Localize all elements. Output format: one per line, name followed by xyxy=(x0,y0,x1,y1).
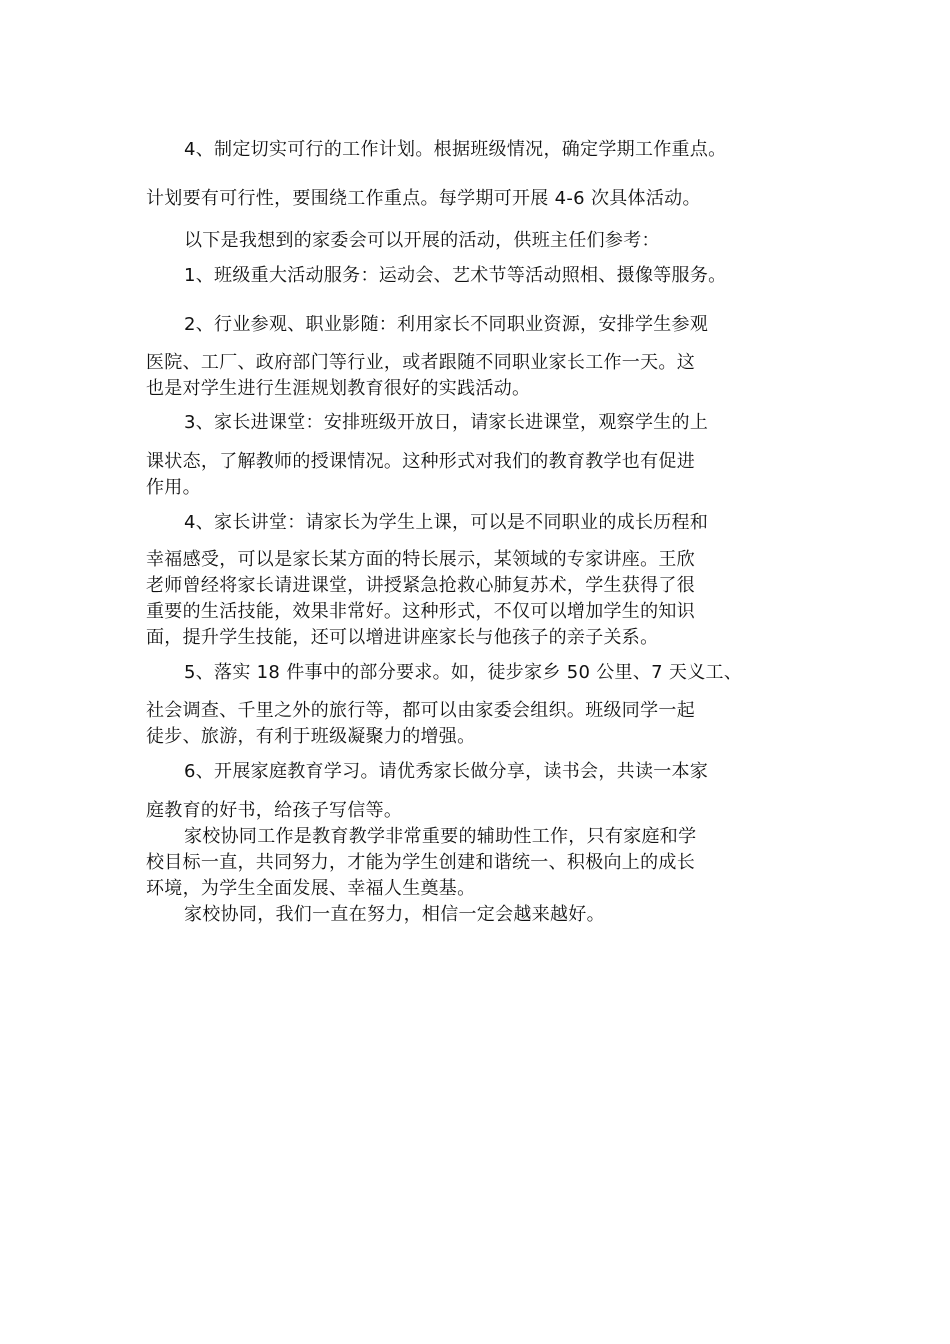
text-line: 课状态，了解教师的授课情况。这种形式对我们的教育教学也有促进 xyxy=(146,451,695,472)
text-line: 环境，为学生全面发展、幸福人生奠基。 xyxy=(146,878,476,899)
text-line: 1、班级重大活动服务：运动会、艺术节等活动照相、摄像等服务。 xyxy=(184,265,727,286)
text-line: 医院、工厂、政府部门等行业，或者跟随不同职业家长工作一天。这 xyxy=(146,352,695,373)
text-line: 幸福感受，可以是家长某方面的特长展示，某领域的专家讲座。王欣 xyxy=(146,549,695,570)
text-line: 2、行业参观、职业影随：利用家长不同职业资源，安排学生参观 xyxy=(184,314,709,335)
text-line: 4、制定切实可行的工作计划。根据班级情况，确定学期工作重点。 xyxy=(184,139,727,160)
text-line: 以下是我想到的家委会可以开展的活动，供班主任们参考： xyxy=(184,230,660,251)
text-line: 徒步、旅游，有利于班级凝聚力的增强。 xyxy=(146,726,476,747)
text-line: 庭教育的好书，给孩子写信等。 xyxy=(146,800,403,821)
text-line: 重要的生活技能，效果非常好。这种形式，不仅可以增加学生的知识 xyxy=(146,601,695,622)
text-line: 4、家长讲堂：请家长为学生上课，可以是不同职业的成长历程和 xyxy=(184,512,709,533)
text-line: 校目标一直，共同努力，才能为学生创建和谐统一、积极向上的成长 xyxy=(146,852,695,873)
text-line: 6、开展家庭教育学习。请优秀家长做分享，读书会，共读一本家 xyxy=(184,761,709,782)
text-line: 作用。 xyxy=(146,477,201,498)
text-line: 老师曾经将家长请进课堂，讲授紧急抢救心肺复苏术，学生获得了很 xyxy=(146,575,695,596)
text-line: 面，提升学生技能，还可以增进讲座家长与他孩子的亲子关系。 xyxy=(146,627,659,648)
text-line: 家校协同工作是教育教学非常重要的辅助性工作，只有家庭和学 xyxy=(184,826,697,847)
text-line: 家校协同，我们一直在努力，相信一定会越来越好。 xyxy=(184,904,605,925)
text-line: 也是对学生进行生涯规划教育很好的实践活动。 xyxy=(146,378,531,399)
text-line: 5、落实 18 件事中的部分要求。如，徒步家乡 50 公里、7 天义工、 xyxy=(184,662,743,683)
text-line: 计划要有可行性，要围绕工作重点。每学期可开展 4-6 次具体活动。 xyxy=(146,188,701,209)
text-line: 3、家长进课堂：安排班级开放日，请家长进课堂，观察学生的上 xyxy=(184,412,709,433)
text-line: 社会调查、千里之外的旅行等，都可以由家委会组织。班级同学一起 xyxy=(146,700,695,721)
